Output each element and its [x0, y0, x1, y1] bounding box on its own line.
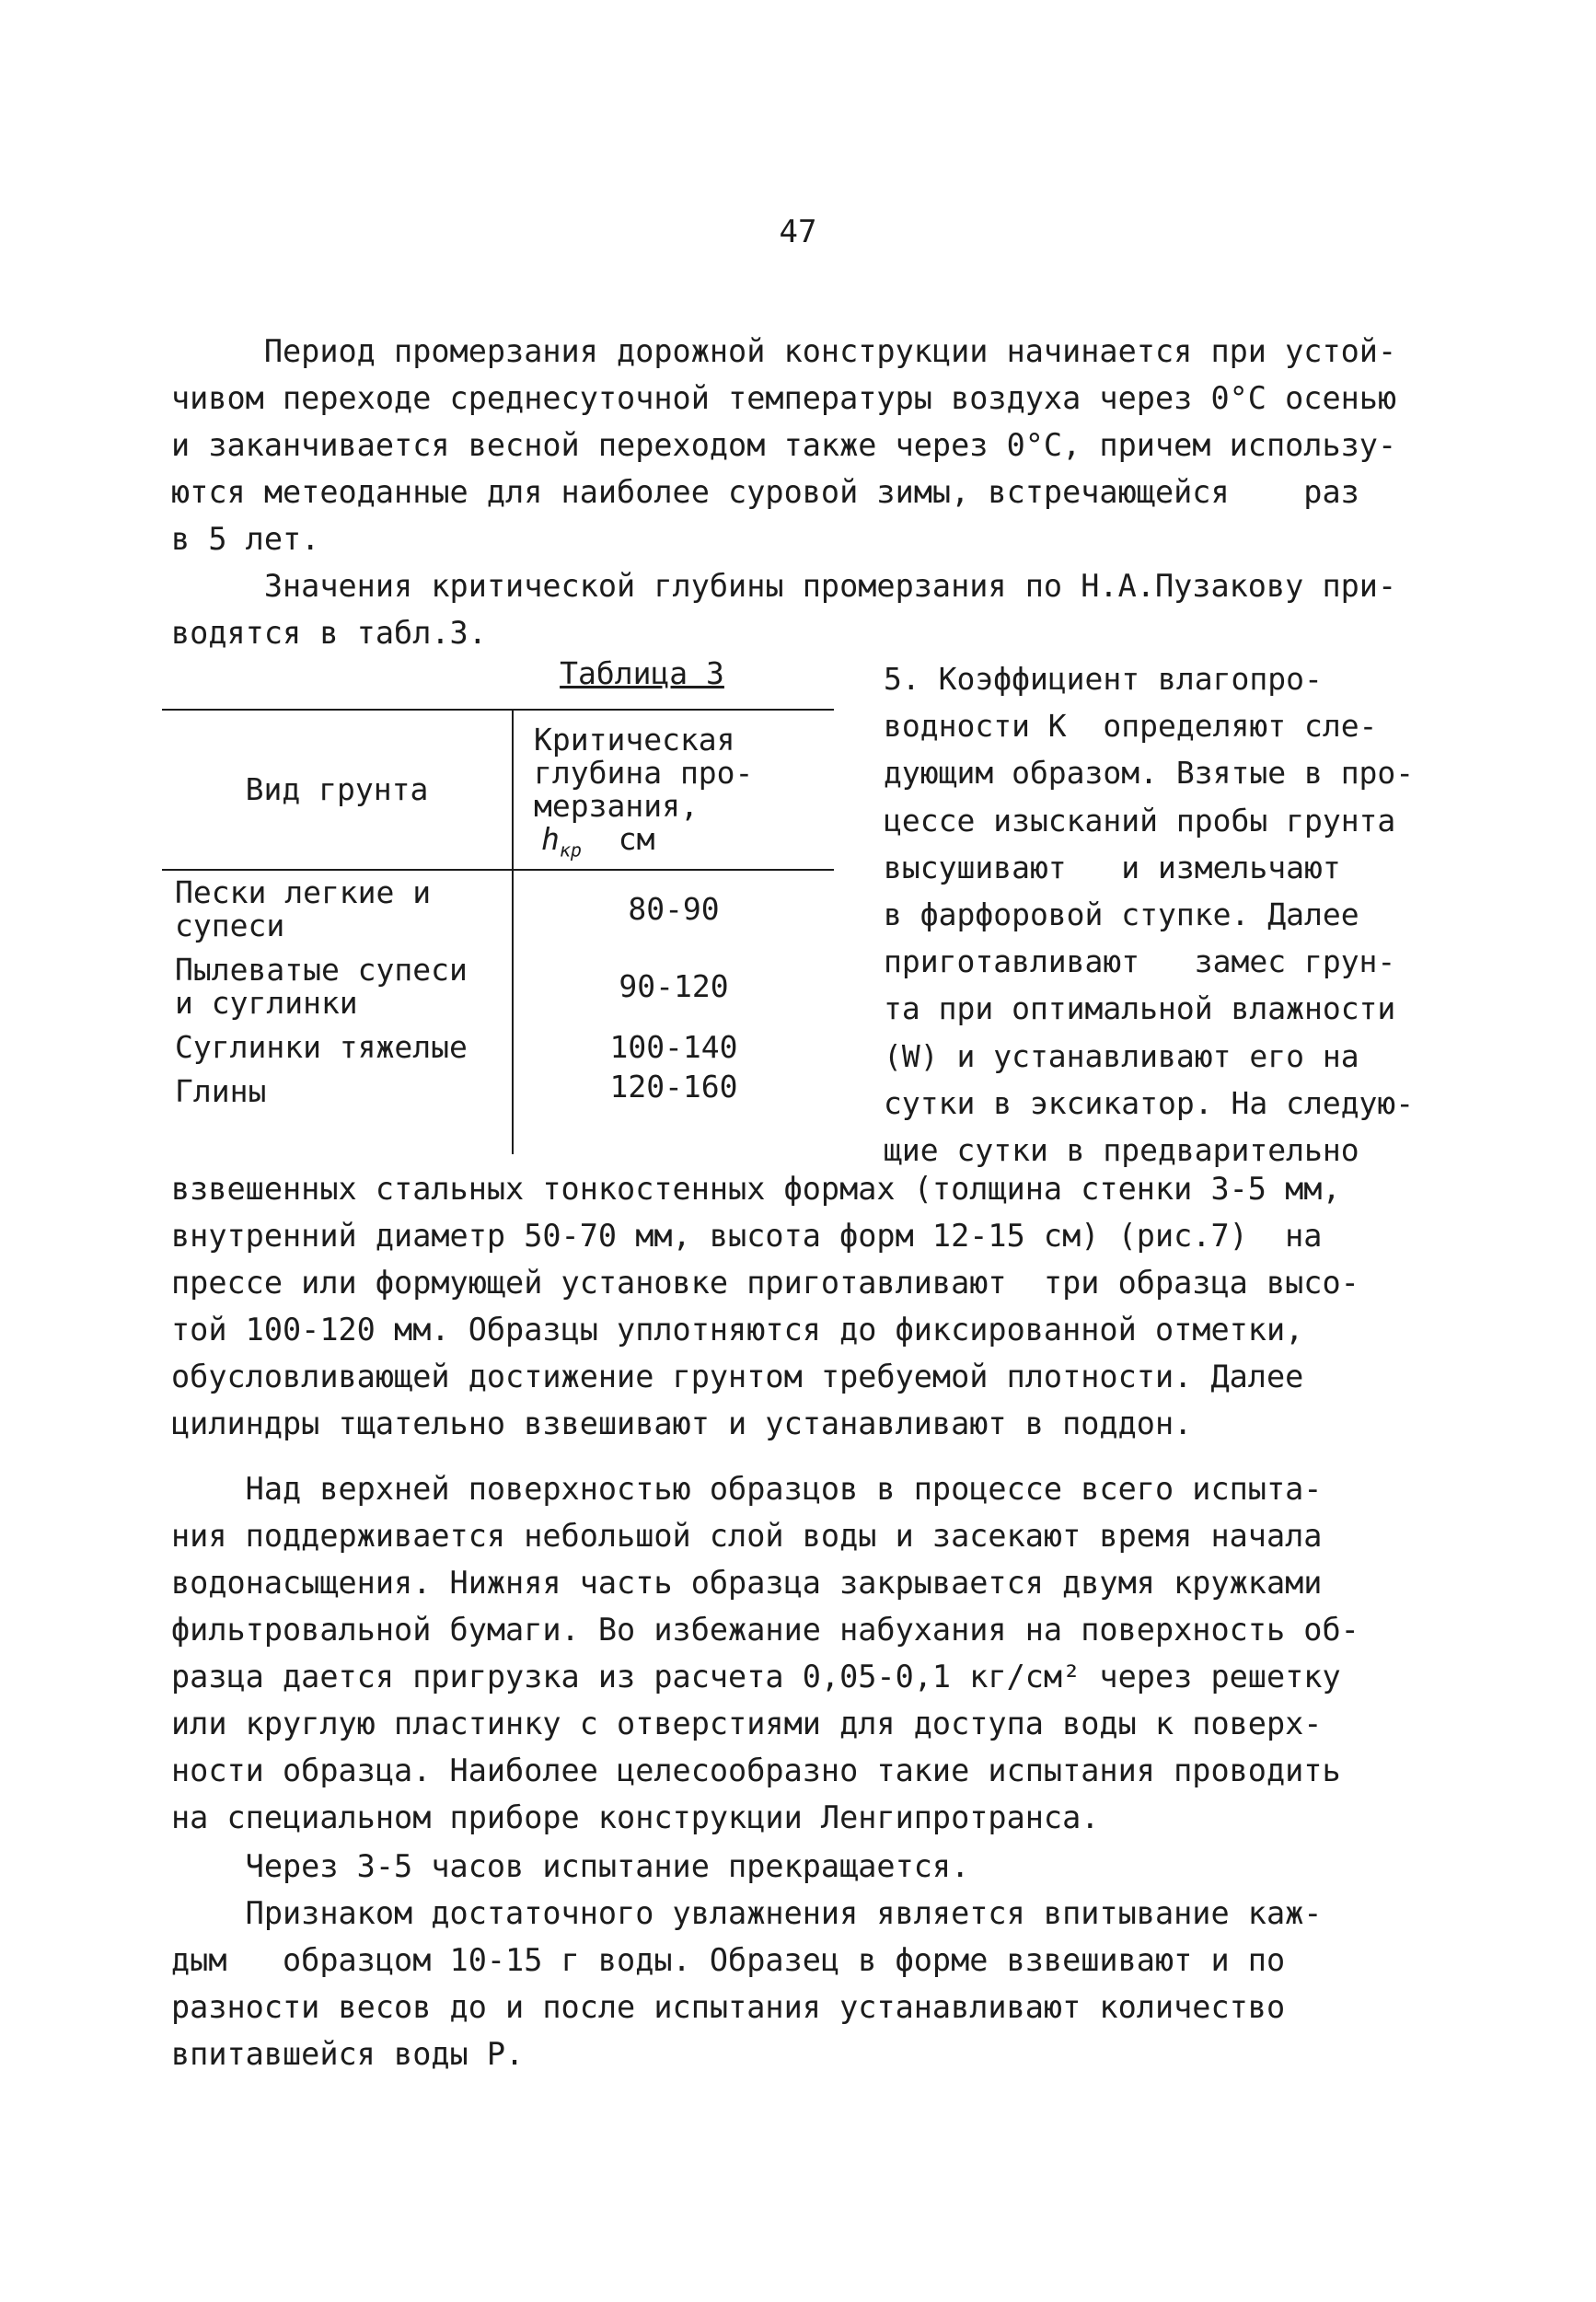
text-line: водятся в табл.3.	[171, 615, 487, 651]
text-line: цилиндры тщательно взвешивают и устанавливают в поддон.	[171, 1405, 1193, 1441]
text-line: сутки в эксикатор. На следую-	[884, 1084, 1415, 1121]
text-line: приготавливают замес грун-	[884, 943, 1396, 980]
table-row	[162, 1025, 834, 1070]
text-line: на специальном приборе конструкции Ленгипротранса.	[171, 1799, 1100, 1835]
text-line: чивом переходе среднесуточной температуры воздуха через 0°С осенью	[171, 380, 1397, 416]
text-line: и заканчивается весной переходом также через 0°С, причем использу-	[171, 427, 1397, 463]
text-line: щие сутки в предварительно	[884, 1132, 1359, 1169]
cell-soil-type	[162, 948, 513, 1025]
text-line: в фарфоровой ступке. Далее	[884, 897, 1359, 933]
text-line: впитавшейся воды Р.	[171, 2036, 525, 2072]
header-soil-type: Вид грунта	[162, 710, 513, 870]
soil-line: супеси	[175, 908, 285, 943]
table-row	[162, 870, 834, 948]
paragraph-test-stop	[171, 1843, 1460, 1890]
text-line: (W) и устанавливают его на	[884, 1037, 1359, 1074]
table-row	[162, 948, 834, 1025]
text-line: разности весов до и после испытания устанавливают количество	[171, 1989, 1286, 2025]
text-line: той 100-120 мм. Образцы уплотняются до фиксированной отметки,	[171, 1312, 1304, 1348]
text-line: та при оптимальной влажности	[884, 990, 1396, 1027]
soil-line: Пески легкие и	[175, 874, 432, 910]
text-line: разца дается пригрузка из расчета 0,05-0,1 кг/см² через решетку	[171, 1659, 1341, 1695]
text-line: 5. Коэффициент влагопро-	[884, 661, 1323, 697]
text-line: фильтровальной бумаги. Во избежание набухания на поверхность об-	[171, 1612, 1359, 1648]
text-line: Период промерзания дорожной конструкции начинается при устой-	[171, 333, 1397, 369]
text-line: ются метеоданные для наиболее суровой зимы, встречающейся раз	[171, 474, 1359, 510]
side-text-coefficient	[884, 655, 1436, 1174]
header-depth-line-1: Критическая	[534, 722, 735, 758]
text-line: дым образцом 10-15 г воды. Образец в форме взвешивают и по	[171, 1942, 1286, 1978]
paragraph-frost-period	[171, 328, 1460, 562]
header-depth-unit: см	[618, 821, 655, 857]
text-line: высушивают и измельчают	[884, 849, 1341, 885]
paragraph-absorption	[171, 1890, 1460, 2077]
table-caption: Таблица 3	[560, 655, 724, 691]
paragraph-saturation	[171, 1465, 1460, 1841]
text-line: обусловливающей достижение грунтом требуемой плотности. Далее	[171, 1359, 1304, 1394]
cell-soil-type	[162, 870, 513, 948]
text-line: взвешенных стальных тонкостенных формах (толщина стенки 3-5 мм,	[171, 1171, 1341, 1207]
text-line: ности образца. Наиболее целесообразно такие испытания проводить	[171, 1753, 1341, 1788]
cell-soil-type	[162, 1070, 513, 1154]
cell-depth: 80-90	[628, 891, 720, 927]
table-row	[162, 1070, 834, 1154]
text-line: Через 3-5 часов испытание прекращается.	[171, 1848, 970, 1884]
cell-depth: 100-140	[609, 1029, 738, 1065]
text-line: цессе изысканий пробы грунта	[884, 802, 1396, 839]
text-line: ния поддерживается небольшой слой воды и засекают время начала	[171, 1518, 1323, 1554]
cell-depth: 90-120	[619, 968, 729, 1004]
soil-line: Пылеватые супеси	[175, 952, 468, 988]
soil-line: Глины	[175, 1073, 267, 1109]
cell-soil-type	[162, 1025, 513, 1070]
text-line: Признаком достаточного увлажнения является впитывание каж-	[171, 1895, 1323, 1931]
header-depth-line-2: глубина про-	[534, 755, 754, 791]
text-line: Над верхней поверхностью образцов в процессе всего испыта-	[171, 1471, 1323, 1507]
text-line: дующим образом. Взятые в про-	[884, 755, 1415, 792]
header-depth-symbol: h	[541, 821, 560, 857]
header-critical-depth	[513, 710, 834, 870]
text-line: Значения критической глубины промерзания по Н.А.Пузакову при-	[171, 568, 1397, 604]
text-line: водности К определяют сле-	[884, 708, 1378, 745]
header-depth-subscript: кр	[559, 839, 582, 862]
text-line: внутренний диаметр 50-70 мм, высота форм 12-15 см) (рис.7) на	[171, 1218, 1323, 1254]
frost-depth-table	[162, 709, 834, 1154]
cell-depth: 120-160	[609, 1069, 738, 1105]
paragraph-sample-prep	[171, 1165, 1460, 1447]
header-depth-line-3: мерзания,	[534, 788, 699, 824]
soil-line: Суглинки тяжелые	[175, 1029, 468, 1065]
text-line: или круглую пластинку с отверстиями для доступа воды к поверх-	[171, 1706, 1323, 1741]
text-line: в 5 лет.	[171, 521, 320, 557]
paragraph-critical-depth	[171, 562, 1460, 656]
page-number: 47	[779, 214, 817, 250]
text-line: водонасыщения. Нижняя часть образца закрывается двумя кружками	[171, 1565, 1323, 1601]
soil-line: и суглинки	[175, 985, 358, 1021]
text-line: прессе или формующей установке приготавливают три образца высо-	[171, 1265, 1359, 1301]
